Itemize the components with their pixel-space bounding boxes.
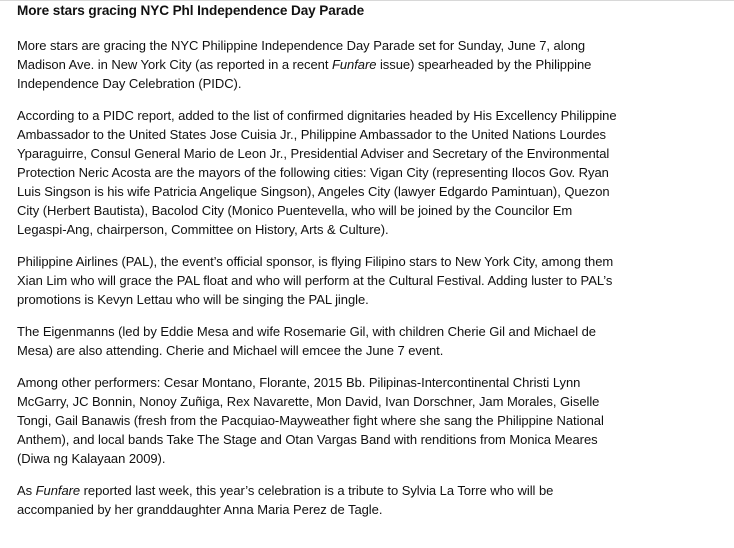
paragraph-line bbox=[17, 481, 729, 500]
paragraph-line: City (Herbert Bautista), Bacolod City (Monico Puentevella, who will be joined by the Councilor Em bbox=[17, 203, 573, 218]
text-run: As bbox=[17, 483, 36, 498]
paragraph-line: (Diwa ng Kalayaan 2009). bbox=[17, 451, 166, 466]
paragraph-line bbox=[17, 55, 729, 74]
paragraph-line: accompanied by her granddaughter Anna Maria Perez de Tagle. bbox=[17, 502, 383, 517]
paragraph-line: Ambassador to the United States Jose Cuisia Jr., Philippine Ambassador to the United Nations Lourdes bbox=[17, 127, 606, 142]
paragraph-line: Xian Lim who will grace the PAL float and who will perform at the Cultural Festival. Adding luster to PAL’s bbox=[17, 273, 613, 288]
text-run: Madison Ave. in New York City (as reported in a recent bbox=[17, 57, 332, 72]
paragraph-line: Tongi, Gail Banawis (fresh from the Pacquiao-Mayweather fight where she sang the Philippine National bbox=[17, 413, 604, 428]
paragraph-line: Legaspi-Ang, chairperson, Committee on History, Arts & Culture). bbox=[17, 222, 389, 237]
top-divider bbox=[0, 0, 734, 1]
text-run: reported last week, this year’s celebration is a tribute to Sylvia La Torre who will be bbox=[80, 483, 554, 498]
paragraph-line: More stars are gracing the NYC Philippine Independence Day Parade set for Sunday, June 7, along bbox=[17, 38, 586, 53]
paragraph-line: McGarry, JC Bonnin, Nonoy Zuñiga, Rex Navarette, Mon David, Ivan Dorschner, Jam Morales, Giselle bbox=[17, 394, 600, 409]
text-run: issue) spearheaded by the Philippine bbox=[376, 57, 592, 72]
paragraph-performers bbox=[17, 373, 729, 468]
paragraph-line: Luis Singson is his wife Patricia Angelique Singson), Angeles City (lawyer Edgardo Pamintuan), Quezon bbox=[17, 184, 610, 199]
paragraph-line: promotions is Kevyn Lettau who will be singing the PAL jingle. bbox=[17, 292, 369, 307]
paragraph-line: According to a PIDC report, added to the list of confirmed dignitaries headed by His Excellency Philippine bbox=[17, 108, 617, 123]
paragraph-line: Philippine Airlines (PAL), the event’s official sponsor, is flying Filipino stars to New York City, among them bbox=[17, 254, 614, 269]
paragraph-line: Mesa) are also attending. Cherie and Michael will emcee the June 7 event. bbox=[17, 343, 444, 358]
paragraph-intro bbox=[17, 36, 729, 93]
paragraph-line: Among other performers: Cesar Montano, Florante, 2015 Bb. Pilipinas-Intercontinental Christi Lynn bbox=[17, 375, 581, 390]
article-headline: More stars gracing NYC Phl Independence Day Parade bbox=[17, 3, 365, 18]
paragraph-eigenmanns bbox=[17, 322, 729, 360]
paragraph-tribute bbox=[17, 481, 729, 519]
paragraph-sponsor bbox=[17, 252, 729, 309]
publication-name: Funfare bbox=[331, 57, 377, 72]
article-body bbox=[17, 36, 729, 532]
paragraph-line: Protection Neric Acosta are the mayors of the following cities: Vigan City (representing Ilocos Gov. Ryan bbox=[17, 165, 609, 180]
publication-name: Funfare bbox=[35, 483, 81, 498]
paragraph-line: Anthem), and local bands Take The Stage and Otan Vargas Band with renditions from Monica Meares bbox=[17, 432, 598, 447]
paragraph-dignitaries bbox=[17, 106, 729, 239]
paragraph-line: Independence Day Celebration (PIDC). bbox=[17, 76, 242, 91]
paragraph-line: Yparaguirre, Consul General Mario de Leon Jr., Presidential Adviser and Secretary of the Environmental bbox=[17, 146, 610, 161]
paragraph-line: The Eigenmanns (led by Eddie Mesa and wife Rosemarie Gil, with children Cherie Gil and Michael de bbox=[17, 324, 596, 339]
